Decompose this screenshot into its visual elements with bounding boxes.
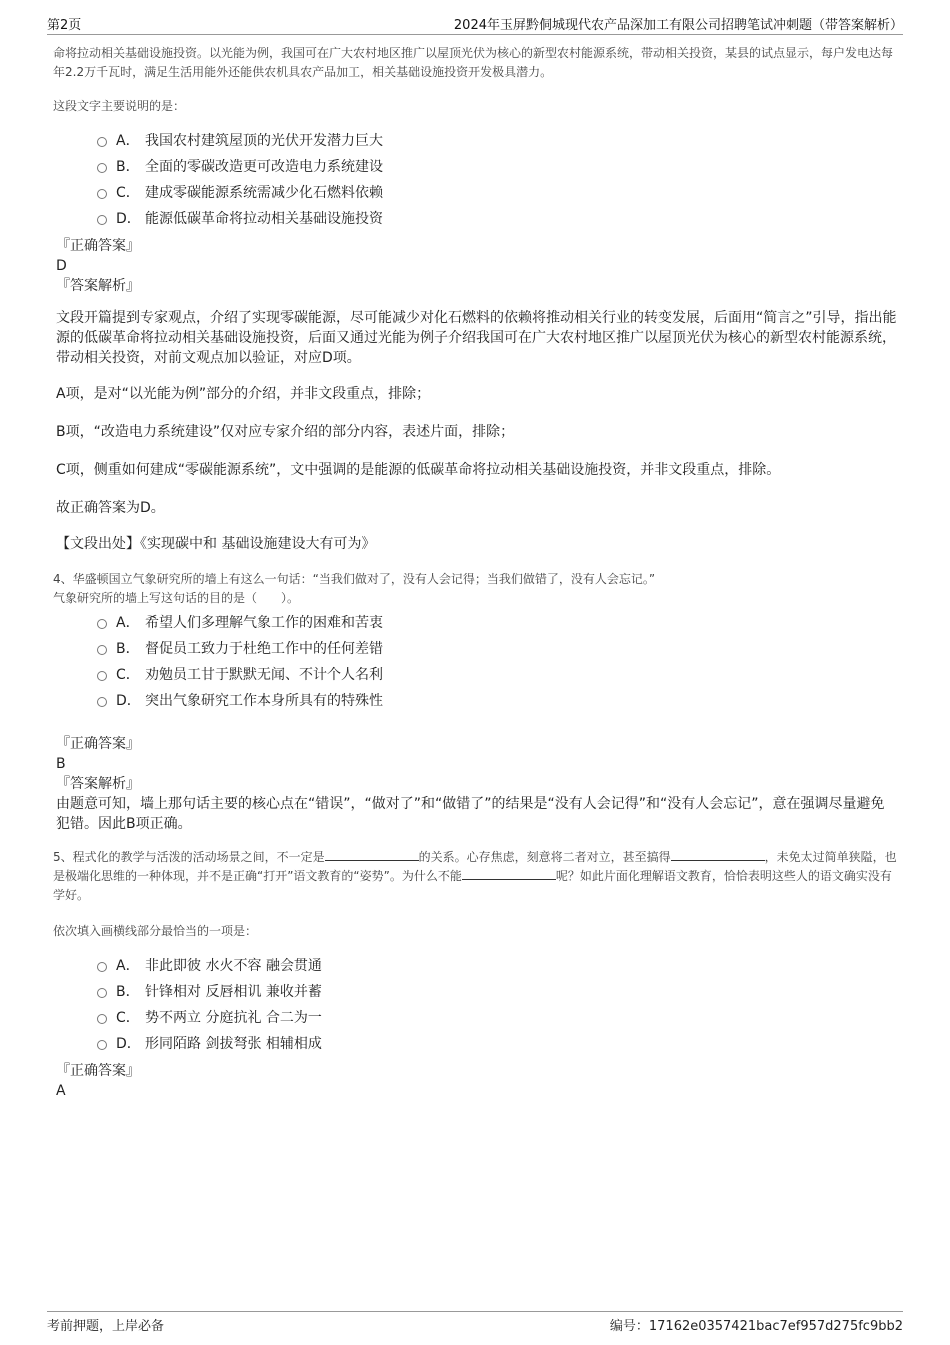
fill-blank-1[interactable]	[325, 848, 419, 861]
radio-icon[interactable]	[97, 697, 107, 707]
q3-answer-label: 『正确答案』	[56, 238, 140, 254]
q3-option-b[interactable]: B． 全面的零碳改造更可改造电力系统建设	[53, 154, 898, 180]
page-content	[53, 40, 898, 1101]
q3-source: 【文段出处】《实现碳中和 基础设施建设大有可为》	[56, 536, 376, 552]
radio-icon[interactable]	[97, 215, 107, 225]
footer-slogan: 考前押题，上岸必备	[47, 1319, 165, 1334]
q3-passage: 命将拉动相关基础设施投资。以光能为例，我国可在广大农村地区推广以屋顶光伏为核心的新型农村能源系统，带动相关投资，某县的试点显示，每户发电达每年2.2万千瓦时，满足生活用能外还能供农机具农产品加工，相关基础设施投资开发极具潜力。	[53, 46, 894, 79]
q3-analysis-a: A项，是对“以光能为例”部分的介绍，并非文段重点，排除；	[56, 386, 431, 402]
q3-option-a[interactable]: A． 我国农村建筑屋顶的光伏开发潜力巨大	[53, 128, 898, 154]
radio-icon[interactable]	[97, 619, 107, 629]
q4-option-d[interactable]: D． 突出气象研究工作本身所具有的特殊性	[53, 688, 898, 714]
radio-icon[interactable]	[97, 189, 107, 199]
radio-icon[interactable]	[97, 1014, 107, 1024]
q3-question: 这段文字主要说明的是：	[53, 99, 186, 113]
q3-analysis-label: 『答案解析』	[56, 278, 140, 294]
document-title: 2024年玉屏黔侗城现代农产品深加工有限公司招聘笔试冲刺题（带答案解析）	[453, 18, 903, 33]
fill-blank-3[interactable]	[462, 867, 556, 880]
q5-options	[53, 953, 898, 1057]
radio-icon[interactable]	[97, 962, 107, 972]
q4-stem: 4、华盛顿国立气象研究所的墙上有这么一句话：“当我们做对了，没有人会记得；当我们做错了，没有人会忘记。”	[53, 572, 656, 586]
page-footer	[47, 1311, 903, 1334]
page-header	[47, 12, 903, 35]
radio-icon[interactable]	[97, 645, 107, 655]
q4-option-a[interactable]: A． 希望人们多理解气象工作的困难和苦衷	[53, 610, 898, 636]
q3-option-d[interactable]: D． 能源低碳革命将拉动相关基础设施投资	[53, 206, 898, 232]
q3-conclusion: 故正确答案为D。	[56, 500, 165, 516]
q4-options	[53, 610, 898, 714]
q5-option-b[interactable]: B． 针锋相对 反唇相讥 兼收并蓄	[53, 979, 898, 1005]
q3-answer: D	[56, 258, 67, 274]
fill-blank-2[interactable]	[671, 848, 765, 861]
document-id: 编号：17162e0357421bac7ef957d275fc9bb2	[609, 1319, 903, 1334]
q3-options	[53, 128, 898, 232]
q4-answer-label: 『正确答案』	[56, 736, 140, 752]
radio-icon[interactable]	[97, 671, 107, 681]
radio-icon[interactable]	[97, 163, 107, 173]
q5-option-c[interactable]: C． 势不两立 分庭抗礼 合二为一	[53, 1005, 898, 1031]
q5-option-a[interactable]: A． 非此即彼 水火不容 融会贯通	[53, 953, 898, 979]
q4-analysis: 由题意可知，墙上那句话主要的核心点在“错误”，“做对了”和“做错了”的结果是“没有人会记得”和“没有人会忘记”，意在强调尽量避免犯错。因此B项正确。	[56, 796, 885, 832]
q3-option-c[interactable]: C． 建成零碳能源系统需减少化石燃料依赖	[53, 180, 898, 206]
q5-answer-label: 『正确答案』	[56, 1063, 140, 1079]
q3-analysis-main: 文段开篇提到专家观点，介绍了实现零碳能源，尽可能减少对化石燃料的依赖将推动相关行业的转变发展，后面用“简言之”引导，指出能源的低碳革命将拉动相关基础设施投资，后面又通过光能为例子介绍我国可在广大农村地区推广以屋顶光伏为核心的新型农村能源系统，带动相关投资，对前文观点加以验证，对应D项。	[56, 310, 897, 366]
q5-stem: 5、程式化的教学与活泼的活动场景之间，不一定是 的关系。心存焦虑，刻意将二者对立，甚至搞得 ，未免太过简单狭隘，也是极端化思维的一种体现，并不是正确“打开”语文教育的“姿势”。为什么不能 呢？如此片面化理解语文教育，恰恰表明这些人的语文确实没有学好。	[53, 850, 897, 902]
q4-answer: B	[56, 756, 66, 772]
q4-analysis-label: 『答案解析』	[56, 776, 140, 792]
q5-question: 依次填入画横线部分最恰当的一项是：	[53, 924, 258, 938]
radio-icon[interactable]	[97, 137, 107, 147]
q4-option-b[interactable]: B． 督促员工致力于杜绝工作中的任何差错	[53, 636, 898, 662]
q5-option-d[interactable]: D． 形同陌路 剑拔弩张 相辅相成	[53, 1031, 898, 1057]
page-number: 第2页	[47, 18, 82, 33]
q4-option-c[interactable]: C． 劝勉员工甘于默默无闻、不计个人名利	[53, 662, 898, 688]
q3-analysis-c: C项，侧重如何建成“零碳能源系统”，文中强调的是能源的低碳革命将拉动相关基础设施投资，并非文段重点，排除。	[56, 462, 781, 478]
q3-analysis-b: B项，“改造电力系统建设”仅对应专家介绍的部分内容，表述片面，排除；	[56, 424, 515, 440]
radio-icon[interactable]	[97, 988, 107, 998]
radio-icon[interactable]	[97, 1040, 107, 1050]
q5-answer: A	[56, 1083, 66, 1099]
q4-question: 气象研究所的墙上写这句话的目的是（ ）。	[53, 591, 300, 605]
